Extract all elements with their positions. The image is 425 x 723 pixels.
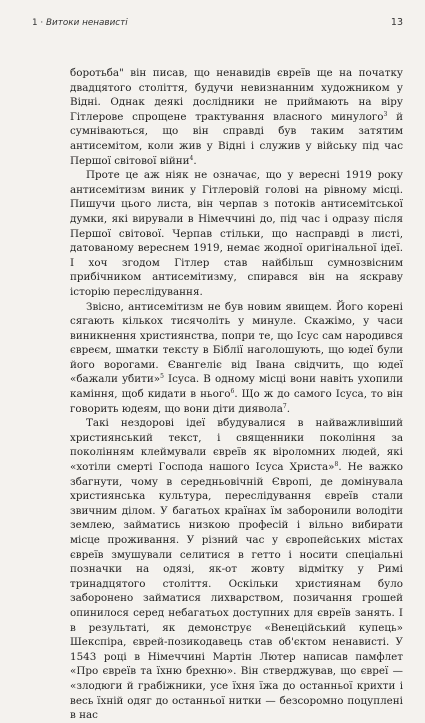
chapter-number: 1 bbox=[32, 18, 38, 28]
footnote-ref-4: 4 bbox=[189, 154, 194, 162]
footnote-ref-6: 6 bbox=[230, 388, 235, 396]
separator: · bbox=[40, 18, 44, 28]
paragraph-1 bbox=[70, 66, 403, 168]
paragraph-4-text-2: . Не важко збагнути, чому в середньовічній Європі, де домінувала християнська культура, переслідування євреїв стали звичним ділом. У багатьох країнах їм заборонили володіти землею, займатись низкою професій і вільно вибирати місце проживання. У різний час у європейських містах євреїв змушували селитися в гетто і носити спеціальні позначки на одязі, як-от жовту відмітку у Римі тринадцятого століття. Оскільки християнам було заборонено займатися лихварством, позичання грошей опинилося серед небагатьох доступних для євреїв занять. І в результаті, як демонструє «Венеційський купець» Шекспіра, єврей-позикодавець став об'єктом ненависті. У 1543 році в Німеччині Мартін Лютер написав памфлет «Про євреїв та їхню брехню». Він стверджував, що євреї — «злодюги й грабіжники, усе їхня їжа до останньої крихти і весь їхній одяг до останньої нитки — безсоромно поцуплені в нас bbox=[70, 461, 403, 722]
paragraph-3-text-3: . Що ж до самого Ісуса, то він говорить юдеям, що вони діти диявола bbox=[70, 388, 404, 415]
running-head bbox=[32, 18, 403, 32]
footnote-ref-8: 8 bbox=[334, 461, 339, 469]
paragraph-3-text: Звісно, антисемітизм не був новим явищем. Його корені сягають кількох тисячоліть у минуле. Скажімо, у часи виникнення християнства, попри те, що Ісус сам народився євреєм, шматки тексту в Біблії наголошують, що юдеї були його ворогами. Євангеліє від Івана свідчить, що юдеї «бажали убити» bbox=[70, 300, 403, 386]
paragraph-3 bbox=[70, 300, 403, 417]
chapter-label bbox=[32, 18, 128, 28]
paragraph-1-text-2: й сумніваються, що він справді був таким затятим антисемітом, коли жив у Відні і служив у війську під час Першої світової війни bbox=[70, 110, 403, 167]
paragraph-3-text-2: Ісуса. В одному місці вони навіть ухопили каміння, щоб кидати в нього bbox=[70, 373, 404, 401]
footnote-ref-3: 3 bbox=[383, 110, 388, 118]
paragraph-1-text-3: . bbox=[193, 154, 197, 167]
page-number: 13 bbox=[390, 17, 403, 28]
paragraph-4 bbox=[70, 416, 403, 722]
paragraph-2: Проте це аж ніяк не означає, що у вересні 1919 року антисемітизм виник у Гітлеровій голові на рівному місці. Пишучи цього листа, він черпав з потоків антисемітської думки, які вирували в Німеччині до, під час і одразу після Першої світової. Черпав стільки, що насправді в листі, датованому вереснем 1919, немає жодної оригінальної ідеї. І хоч згодом Гітлер став найбільш сумнозвісним прибічником антисемітизму, спирався він на яскраву історію переслідування. bbox=[70, 169, 403, 298]
paragraph-4-text: Такі нездорові ідеї вбудувалися в найважливіший християнський текст, і священники покоління за поколінням клеймували євреїв як віроломних людей, які «хотіли смерті Господа нашого Ісуса Христа» bbox=[70, 417, 403, 474]
paragraph-3-text-4: . bbox=[286, 402, 291, 415]
paragraph-1-text: боротьба" він писав, що ненавидів євреїв ще на початку двадцятого століття, будучи невизнанним художником у Відні. Однак деякі дослідники не приймають на віру Гітлерове спрощене трактування власного минулого bbox=[70, 67, 403, 123]
footnote-ref-7: 7 bbox=[282, 402, 287, 410]
chapter-title: Витоки ненависті bbox=[46, 18, 128, 28]
footnote-ref-5: 5 bbox=[160, 373, 164, 381]
body-text bbox=[70, 66, 403, 723]
